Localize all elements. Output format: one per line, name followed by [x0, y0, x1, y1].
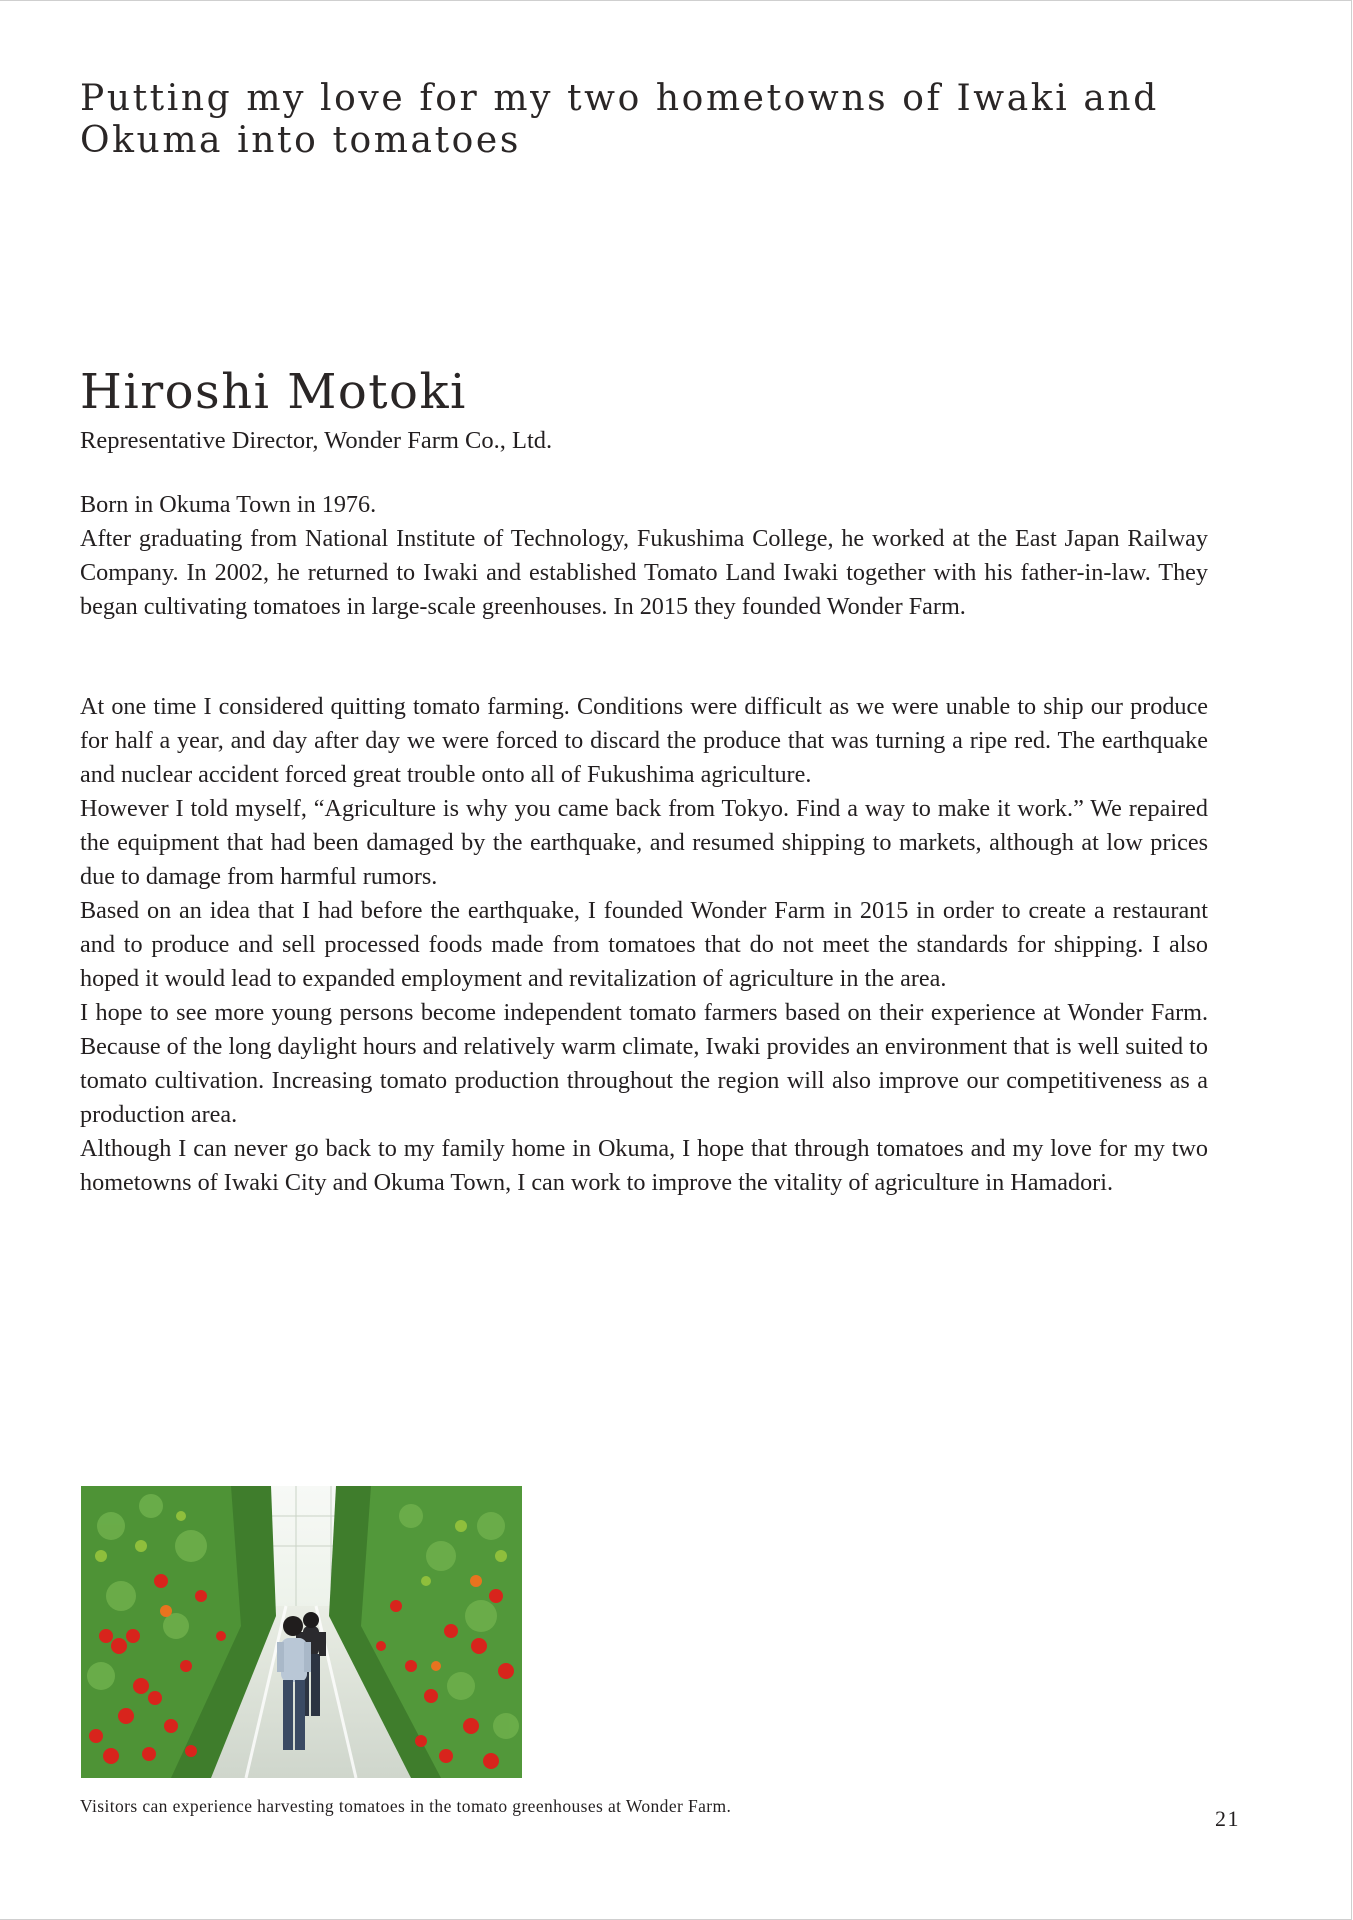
story-body — [80, 690, 1208, 1200]
bio-paragraph: After graduating from National Institute of Technology, Fukushima College, he worked at the East Japan Railway Company. In 2002, he returned to Iwaki and established Tomato Land Iwaki together with his father-in-law. They began cultivating tomatoes in large-scale greenhouses. In 2015 they founded Wonder Farm. — [80, 525, 1208, 620]
article-headline: Putting my love for my two hometowns of Iwaki and Okuma into tomatoes — [80, 78, 1159, 161]
story-paragraph: I hope to see more young persons become independent tomato farmers based on their experience at Wonder Farm. Because of the long daylight hours and relatively warm climate, Iwaki provides an environment that is well suited to tomato cultivation. Increasing tomato production throughout the region will also improve our competitiveness as a production area. — [80, 999, 1208, 1128]
person-role: Representative Director, Wonder Farm Co., Ltd. — [80, 427, 553, 454]
story-paragraph: However I told myself, “Agriculture is why you came back from Tokyo. Find a way to make it work.” We repaired the equipment that had been damaged by the earthquake, and resumed shipping to markets, although at low prices due to damage from harmful rumors. — [80, 795, 1208, 890]
story-paragraph: Although I can never go back to my family home in Okuma, I hope that through tomatoes and my love for my two hometowns of Iwaki City and Okuma Town, I can work to improve the vitality of agriculture in Hamadori. — [80, 1135, 1208, 1196]
greenhouse-illustration — [81, 1486, 522, 1778]
story-paragraph: At one time I considered quitting tomato farming. Conditions were difficult as we were unable to ship our produce for half a year, and day after day we were forced to discard the produce that was turning a ripe red. The earthquake and nuclear accident forced great trouble onto all of Fukushima agriculture. — [80, 693, 1208, 788]
person-name: Hiroshi Motoki — [80, 364, 467, 420]
biography — [80, 488, 1208, 624]
greenhouse-photo — [81, 1486, 522, 1778]
page-number: 21 — [1215, 1806, 1240, 1831]
photo-caption: Visitors can experience harvesting tomatoes in the tomato greenhouses at Wonder Farm. — [80, 1796, 732, 1816]
story-paragraph: Based on an idea that I had before the earthquake, I founded Wonder Farm in 2015 in order to create a restaurant and to produce and sell processed foods made from tomatoes that do not meet the standards for shipping. I also hoped it would lead to expanded employment and revitalization of agriculture in the area. — [80, 897, 1208, 992]
bio-paragraph: Born in Okuma Town in 1976. — [80, 491, 377, 518]
